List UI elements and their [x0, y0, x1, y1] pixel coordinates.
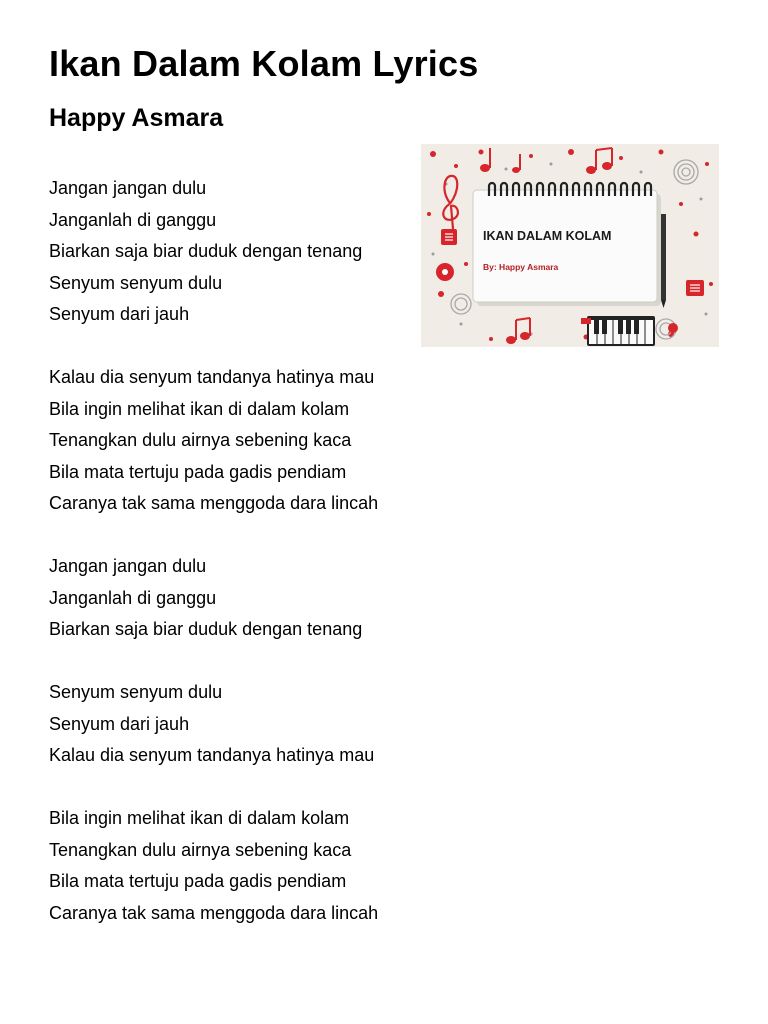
lyric-line: Caranya tak sama menggoda dara lincah [49, 902, 379, 923]
cover-image [421, 144, 719, 347]
music-notebook-illustration-icon [421, 144, 719, 347]
lyric-line: Biarkan saja biar duduk dengan tenang [49, 619, 363, 639]
lyric-line: Kalau dia senyum tandanya hatinya mau [49, 367, 375, 387]
cover-title: IKAN DALAM KOLAM [483, 229, 612, 243]
lyric-line: Caranya tak sama menggoda dara lincah [49, 493, 379, 513]
lyric-line: Tenangkan dulu airnya sebening kaca [49, 430, 352, 450]
lyric-line: Janganlah di ganggu [49, 587, 217, 608]
lyric-line: Jangan jangan dulu [49, 556, 207, 576]
lyrics-body [49, 173, 429, 961]
artist-name: Happy Asmara [49, 104, 224, 132]
lyric-line: Biarkan saja biar duduk dengan tenang [49, 241, 363, 261]
lyric-line: Kalau dia senyum tandanya hatinya mau [49, 745, 375, 765]
stanza [49, 803, 429, 929]
lyric-line: Senyum dari jauh [49, 304, 190, 324]
page-title: Ikan Dalam Kolam Lyrics [49, 43, 479, 84]
lyric-line: Senyum senyum dulu [49, 272, 223, 293]
lyric-line: Tenangkan dulu airnya sebening kaca [49, 839, 352, 860]
lyric-line: Jangan jangan dulu [49, 178, 207, 198]
stanza [49, 173, 429, 331]
lyric-line: Senyum senyum dulu [49, 682, 223, 702]
lyric-line: Bila ingin melihat ikan di dalam kolam [49, 808, 350, 828]
stanza [49, 362, 429, 520]
stanza [49, 677, 429, 772]
lyric-line: Bila ingin melihat ikan di dalam kolam [49, 398, 350, 419]
lyric-line: Bila mata tertuju pada gadis pendiam [49, 871, 347, 891]
stanza [49, 551, 429, 646]
cover-byline: By: Happy Asmara [483, 262, 559, 272]
lyric-line: Bila mata tertuju pada gadis pendiam [49, 461, 347, 482]
lyric-line: Janganlah di ganggu [49, 209, 217, 230]
lyric-line: Senyum dari jauh [49, 713, 190, 734]
